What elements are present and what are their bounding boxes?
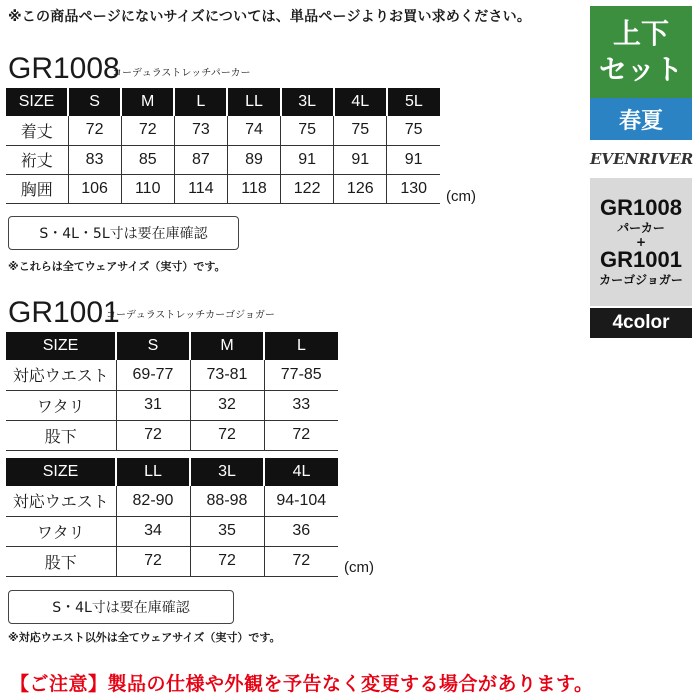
table-row (6, 486, 338, 516)
set-badge (590, 6, 692, 98)
gr1008-code: GR1008 (8, 52, 120, 85)
measurement-cell: 85 (121, 145, 174, 174)
size-header-cell: 3L (190, 458, 264, 486)
measurement-cell: 72 (264, 546, 338, 576)
size-header-cell: L (174, 88, 227, 116)
size-header-cell: S (68, 88, 121, 116)
size-header-label: SIZE (6, 88, 68, 116)
gr1001-size-table-2 (6, 458, 338, 577)
table-row (6, 390, 338, 420)
measurement-cell: 83 (68, 145, 121, 174)
measurement-cell: 32 (190, 390, 264, 420)
table-header-row (6, 88, 440, 116)
gr1008-stock-note: S・4L・5L寸は要在庫確認 (8, 216, 239, 250)
table-row (6, 145, 440, 174)
measurement-cell: 72 (116, 420, 190, 450)
items-badge (590, 178, 692, 306)
measurement-cell: 130 (387, 174, 440, 203)
row-label: 着丈 (6, 116, 68, 145)
size-header-cell: LL (116, 458, 190, 486)
table-header-row (6, 332, 338, 360)
set-line-2: セット (598, 53, 683, 86)
measurement-cell: 74 (227, 116, 280, 145)
set-line-1: 上下 (612, 17, 669, 50)
measurement-cell: 72 (190, 546, 264, 576)
measurement-cell: 122 (281, 174, 334, 203)
brand-logo: EVENRIVER (590, 150, 694, 168)
gr1001-unit: (cm) (344, 559, 374, 576)
measurement-cell: 69-77 (116, 360, 190, 390)
row-label: ワタリ (6, 390, 116, 420)
measurement-cell: 106 (68, 174, 121, 203)
gr1001-stock-note: S・4L寸は要在庫確認 (8, 590, 234, 624)
table-header-row (6, 458, 338, 486)
measurement-cell: 75 (281, 116, 334, 145)
top-note: ※この商品ページにないサイズについては、単品ページよりお買い求めください。 (8, 9, 532, 25)
item1-code: GR1008 (600, 195, 682, 220)
table-row (6, 174, 440, 203)
gr1001-name: コーデュラストレッチカーゴジョガー (106, 310, 275, 321)
gr1008-footnote: ※これらは全てウェアサイズ（実寸）です。 (8, 260, 226, 273)
size-header-cell: M (121, 88, 174, 116)
measurement-cell: 72 (264, 420, 338, 450)
measurement-cell: 35 (190, 516, 264, 546)
item2-name: カーゴジョガー (599, 273, 683, 287)
measurement-cell: 87 (174, 145, 227, 174)
measurement-cell: 118 (227, 174, 280, 203)
size-header-cell: LL (227, 88, 280, 116)
measurement-cell: 114 (174, 174, 227, 203)
measurement-cell: 91 (334, 145, 387, 174)
size-header-cell: 3L (281, 88, 334, 116)
color-count-badge: 4color (590, 308, 692, 338)
measurement-cell: 72 (68, 116, 121, 145)
measurement-cell: 126 (334, 174, 387, 203)
gr1008-unit: (cm) (446, 188, 476, 205)
measurement-cell: 91 (281, 145, 334, 174)
gr1008-name: コーデュラストレッチパーカー (112, 68, 251, 79)
measurement-cell: 72 (190, 420, 264, 450)
size-header-cell: 5L (387, 88, 440, 116)
measurement-cell: 72 (121, 116, 174, 145)
gr1001-code: GR1001 (8, 296, 120, 329)
row-label: 対応ウエスト (6, 486, 116, 516)
gr1008-size-table (6, 88, 440, 204)
measurement-cell: 88-98 (190, 486, 264, 516)
measurement-cell: 110 (121, 174, 174, 203)
row-label: ワタリ (6, 516, 116, 546)
measurement-cell: 94-104 (264, 486, 338, 516)
table-row (6, 516, 338, 546)
measurement-cell: 31 (116, 390, 190, 420)
size-header-cell: S (116, 332, 190, 360)
size-header-cell: M (190, 332, 264, 360)
item1-name: パーカー (617, 221, 665, 235)
measurement-cell: 75 (387, 116, 440, 145)
row-label: 股下 (6, 420, 116, 450)
row-label: 裄丈 (6, 145, 68, 174)
measurement-cell: 77-85 (264, 360, 338, 390)
size-header-label: SIZE (6, 458, 116, 486)
gr1001-footnote: ※対応ウエスト以外は全てウェアサイズ（実寸）です。 (8, 631, 281, 644)
row-label: 胸囲 (6, 174, 68, 203)
measurement-cell: 82-90 (116, 486, 190, 516)
measurement-cell: 89 (227, 145, 280, 174)
measurement-cell: 75 (334, 116, 387, 145)
table-row (6, 420, 338, 450)
gr1001-size-table-1 (6, 332, 338, 451)
measurement-cell: 36 (264, 516, 338, 546)
size-header-cell: 4L (334, 88, 387, 116)
row-label: 対応ウエスト (6, 360, 116, 390)
measurement-cell: 34 (116, 516, 190, 546)
table-row (6, 116, 440, 145)
size-header-cell: L (264, 332, 338, 360)
season-badge: 春夏 (590, 98, 692, 140)
row-label: 股下 (6, 546, 116, 576)
measurement-cell: 73-81 (190, 360, 264, 390)
table-row (6, 546, 338, 576)
plus-sign: + (635, 235, 647, 249)
measurement-cell: 91 (387, 145, 440, 174)
size-header-cell: 4L (264, 458, 338, 486)
measurement-cell: 33 (264, 390, 338, 420)
measurement-cell: 72 (116, 546, 190, 576)
measurement-cell: 73 (174, 116, 227, 145)
caution-notice: 【ご注意】製品の仕様や外観を予告なく変更する場合があります。 (10, 673, 594, 695)
item2-code: GR1001 (600, 247, 682, 272)
size-header-label: SIZE (6, 332, 116, 360)
table-row (6, 360, 338, 390)
